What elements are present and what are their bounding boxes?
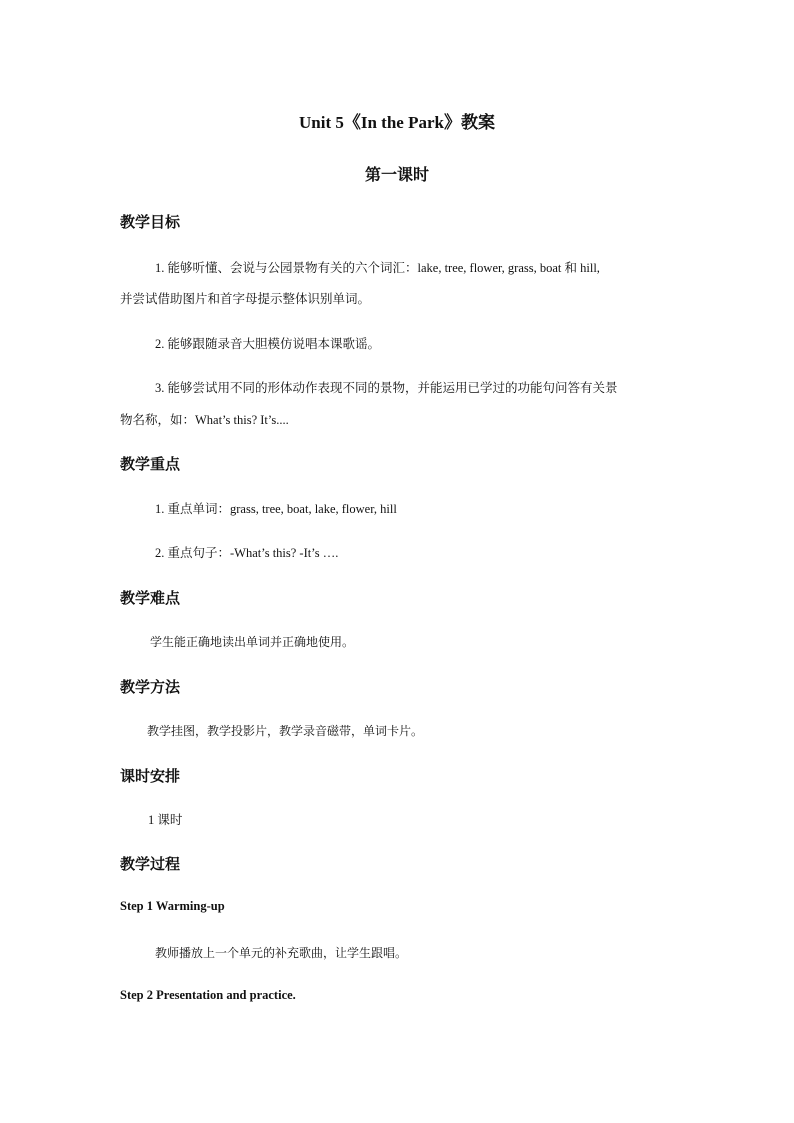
schedule-text: 1 课时: [148, 813, 183, 827]
objective-item-1-line-1: 1. 能够听懂、会说与公园景物有关的六个词汇：lake, tree, flower, grass, boat 和 hill,: [155, 261, 600, 275]
objective-item-1-line-2: 并尝试借助图片和首字母提示整体识别单词。: [120, 292, 371, 306]
doc-subtitle: 第一课时: [364, 165, 429, 184]
methods-heading: 教学方法: [120, 678, 181, 696]
methods-text: 教学挂图，教学投影片，教学录音磁带，单词卡片。: [147, 724, 424, 738]
process-heading: 教学过程: [120, 855, 181, 873]
step-1-text: 教师播放上一个单元的补充歌曲，让学生跟唱。: [155, 946, 408, 960]
schedule-heading: 课时安排: [120, 767, 181, 785]
step-1-title: Step 1 Warming-up: [120, 899, 225, 913]
difficulties-text: 学生能正确地读出单词并正确地使用。: [150, 635, 355, 649]
objective-item-2: 2. 能够跟随录音大胆模仿说唱本课歌谣。: [155, 337, 381, 351]
difficulties-heading: 教学难点: [120, 589, 181, 607]
step-2-title: Step 2 Presentation and practice.: [120, 988, 296, 1002]
key-points-heading: 教学重点: [120, 455, 181, 473]
objectives-heading: 教学目标: [120, 213, 181, 231]
objective-item-3-line-1: 3. 能够尝试用不同的形体动作表现不同的景物，并能运用已学过的功能句问答有关景: [155, 381, 618, 395]
key-point-item-1: 1. 重点单词：grass, tree, boat, lake, flower, hill: [155, 502, 397, 516]
objective-item-3-line-2: 物名称，如：What’s this? It’s....: [120, 413, 289, 427]
doc-title: Unit 5《In the Park》教案: [299, 113, 495, 132]
key-point-item-2: 2. 重点句子：-What’s this? -It’s ….: [155, 546, 339, 560]
